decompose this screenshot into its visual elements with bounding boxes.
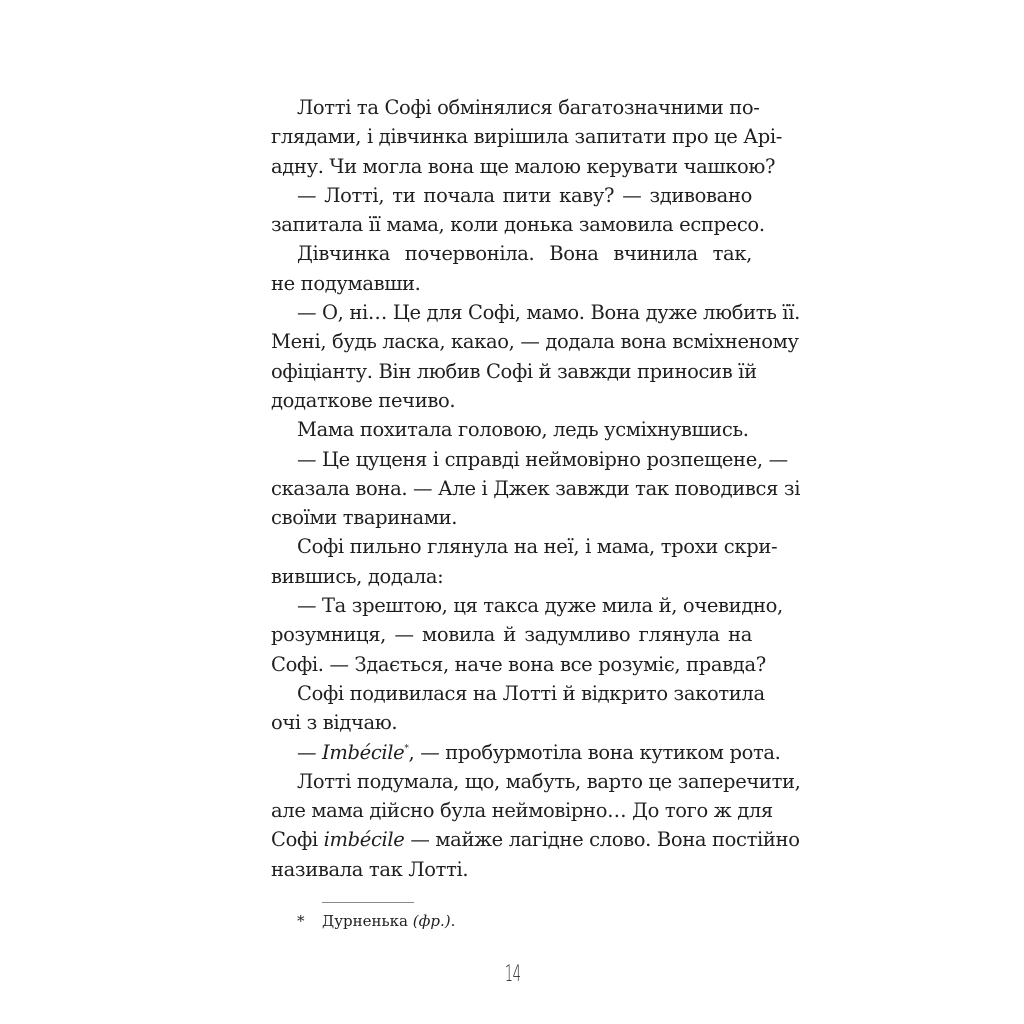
text-line: Мені, будь ласка, какао, — додала вона всміхненому	[271, 330, 799, 354]
footnote-divider	[322, 902, 414, 903]
text-line: Софі подивилася на Лотті й відкрито закотила	[297, 681, 765, 705]
text-line: Лотті та Софі обмінялися багатозначними по-	[297, 96, 760, 119]
text-line: — Лотті, ти почала пити каву? — здивовано	[297, 183, 752, 207]
text-line	[271, 825, 800, 854]
footnote	[297, 910, 455, 932]
italic-word: Imbécile	[322, 740, 405, 764]
text-line: — О, ні… Це для Софі, мамо. Вона дуже любить її.	[297, 301, 800, 325]
text-line	[271, 738, 781, 767]
text-line: Софі пильно глянула на неї, і мама, трохи скри-	[297, 535, 778, 559]
body-text	[271, 93, 801, 884]
italic-word: imbécile	[323, 828, 405, 852]
text-line: розумниця, — мовила й задумливо глянула на	[271, 623, 752, 647]
text-line: вившись, додала:	[271, 564, 444, 588]
text-line: — Та зрештою, ця такса дуже мила й, очевидно,	[297, 594, 783, 618]
text-line: Лотті подумала, що, мабуть, варто це заперечити,	[297, 769, 801, 793]
text-line: сказала вона. — Але і Джек завжди так поводився зі	[271, 476, 801, 500]
footnote-reference: *	[404, 743, 409, 754]
footnote-end: .	[450, 912, 456, 930]
footnote-mark: *	[297, 912, 305, 930]
text-line: своїми тваринами.	[271, 506, 458, 530]
text-line: запитала її мама, коли донька замовила еспресо.	[271, 213, 765, 237]
text-line: — Це цуценя і справді неймовірно розпещене, —	[297, 447, 788, 471]
dash-prefix: —	[297, 740, 322, 764]
text-line: називала так Лотті.	[271, 857, 469, 881]
line-prefix: Софі	[271, 828, 324, 852]
text-line: додаткове печиво.	[271, 388, 456, 412]
footnote-text: Дурненька	[322, 912, 413, 930]
text-line: адну. Чи могла вона ще малою керувати чашкою?	[271, 154, 776, 178]
footnote-italic: (фр.)	[412, 912, 451, 930]
text-line: але мама дійсно була неймовірно… До того ж для	[271, 799, 773, 823]
text-line: не подумавши.	[271, 271, 421, 295]
text-line: Мама похитала головою, ледь усміхнувшись.	[297, 418, 749, 442]
line-rest: , — пробурмотіла вона кутиком рота.	[408, 740, 781, 764]
text-line: Софі. — Здається, наче вона все розуміє, правда?	[271, 652, 766, 676]
line-rest: — майже лагідне слово. Вона постійно	[404, 828, 800, 852]
text-line: Дівчинка почервоніла. Вона вчинила так,	[297, 242, 752, 266]
page-number: 14	[504, 962, 521, 987]
text-line: глядами, і дівчинка вирішила запитати про це Арі-	[271, 125, 782, 149]
text-line: очі з відчаю.	[271, 711, 398, 735]
text-line: офіціанту. Він любив Софі й завжди приносив їй	[271, 359, 757, 383]
